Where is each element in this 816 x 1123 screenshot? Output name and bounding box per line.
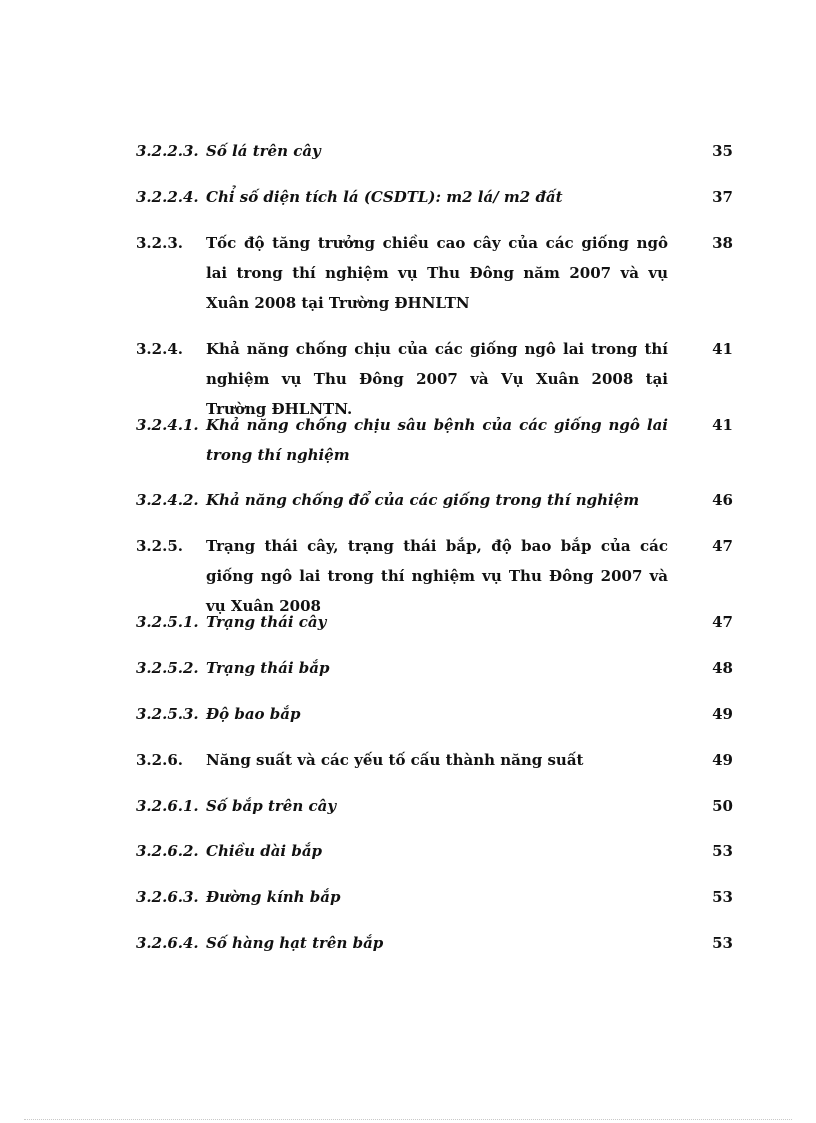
toc-entry-title: Khả năng chống chịu của các giống ngô lai trong thí nghiệm vụ Thu Đông 2007 và Vụ Xuân 2008 tại Trường ĐHLNTN. [206,340,668,418]
toc-entry-number: 3.2.5.3. [136,705,199,723]
toc-entry-number: 3.2.4.2. [136,491,199,509]
toc-entry-page: 47 [712,613,733,631]
toc-entry-title: Khả năng chống chịu sâu bệnh của các giống ngô lai trong thí nghiệm [206,416,668,464]
toc-entry-page: 47 [712,537,733,555]
toc-entry-number: 3.2.5.2. [136,659,199,677]
toc-entry-number: 3.2.6.4. [136,934,199,952]
toc-entry-title: Số lá trên cây [206,142,321,160]
toc-entry-title: Chỉ số diện tích lá (CSDTL): m2 lá/ m2 đất [206,188,563,206]
toc-entry-number: 3.2.6.2. [136,842,199,860]
page-bottom-divider [24,1119,792,1120]
toc-entry-number: 3.2.6.3. [136,888,199,906]
toc-entry-page: 38 [712,234,733,252]
toc-entry-page: 53 [712,888,733,906]
toc-entry-title: Tốc độ tăng trưởng chiều cao cây của các giống ngô lai trong thí nghiệm vụ Thu Đông năm 2007 và vụ Xuân 2008 tại Trường ĐHNLTN [206,234,668,312]
toc-entry-number: 3.2.6.1. [136,797,199,815]
toc-entry-title: Đường kính bắp [206,888,341,906]
toc-entry-number: 3.2.4. [136,340,183,358]
toc-entry-page: 53 [712,842,733,860]
toc-entry-number: 3.2.2.3. [136,142,199,160]
toc-entry-title: Năng suất và các yếu tố cấu thành năng suất [206,751,584,769]
toc-entry-title: Số hàng hạt trên bắp [206,934,384,952]
toc-entry-number: 3.2.5.1. [136,613,199,631]
toc-entry-page: 50 [712,797,733,815]
toc-entry-page: 48 [712,659,733,677]
toc-entry-page: 35 [712,142,733,160]
toc-entry-number: 3.2.2.4. [136,188,199,206]
toc-entry-title: Chiều dài bắp [206,842,323,860]
toc-entry-page: 49 [712,751,733,769]
toc-entry-title: Khả năng chống đổ của các giống trong thí nghiệm [206,491,640,509]
toc-entry-number: 3.2.6. [136,751,183,769]
toc-entry-page: 53 [712,934,733,952]
toc-entry-number: 3.2.5. [136,537,183,555]
toc-entry-number: 3.2.3. [136,234,183,252]
toc-entry-title: Trạng thái bắp [206,659,330,677]
toc-entry-title: Số bắp trên cây [206,797,337,815]
toc-entry-title: Độ bao bắp [206,705,301,723]
toc-entry-title: Trạng thái cây, trạng thái bắp, độ bao bắp của các giống ngô lai trong thí nghiệm vụ Thu Đông 2007 và vụ Xuân 2008 [206,537,668,615]
toc-entry-page: 49 [712,705,733,723]
toc-entry-page: 37 [712,188,733,206]
toc-entry-page: 46 [712,491,733,509]
toc-entry-page: 41 [712,340,733,358]
toc-entry-page: 41 [712,416,733,434]
toc-entry-title: Trạng thái cây [206,613,327,631]
toc-entry-number: 3.2.4.1. [136,416,199,434]
